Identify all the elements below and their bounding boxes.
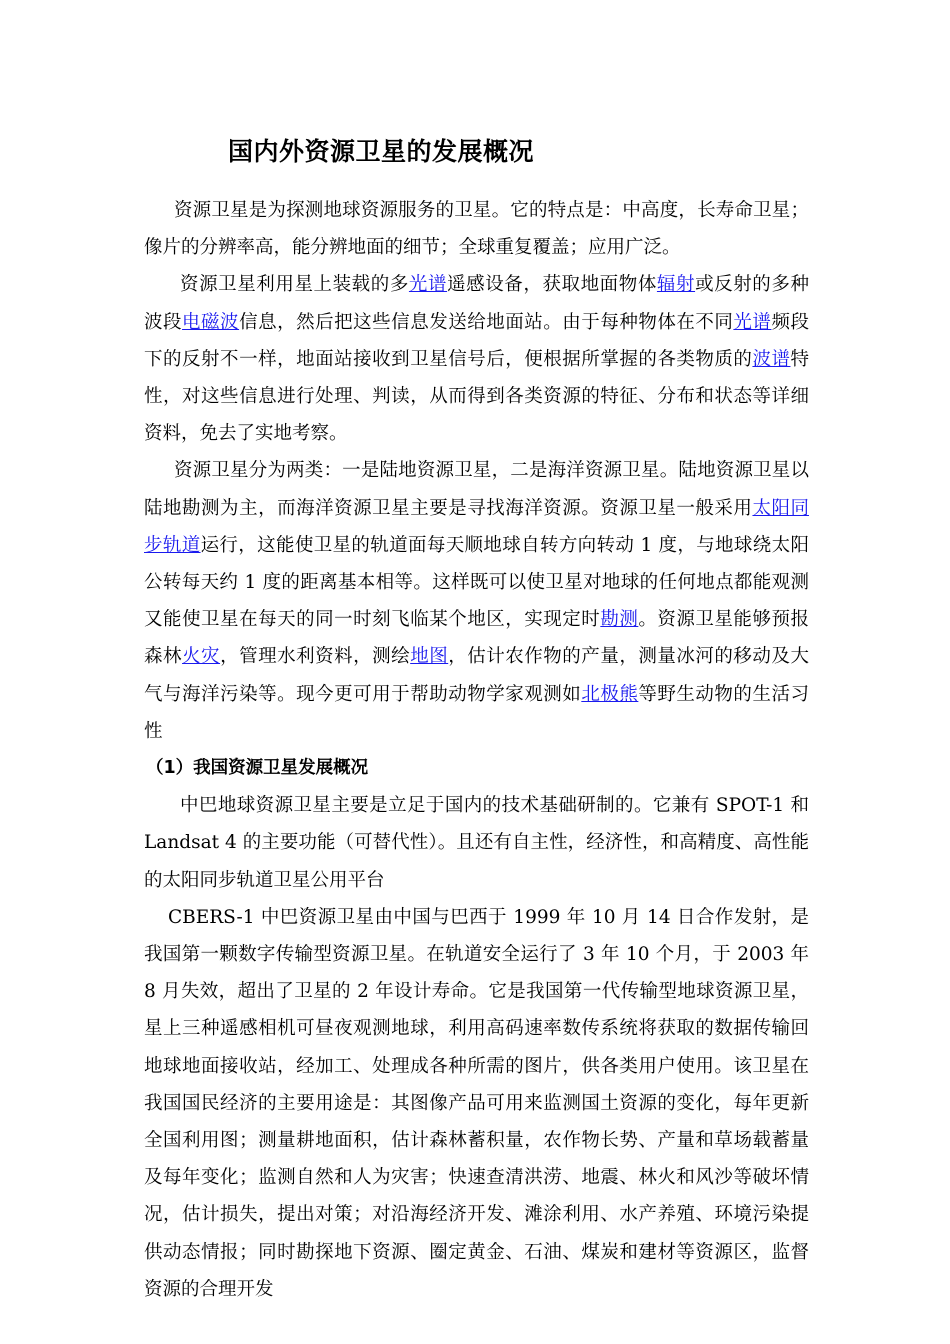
text-run: ，估计农作物的产量，测量冰河的移动及大气与海洋污染等。现今更可用于帮助动物学家观测如 [144, 646, 809, 705]
section-heading: （1）我国资源卫星发展概况 [146, 758, 369, 779]
text-run: 资源卫星利用星上装载的多 [180, 274, 409, 296]
link-survey[interactable]: 勘测 [600, 609, 639, 631]
paragraph-types [144, 452, 809, 750]
link-radiation[interactable]: 辐射 [656, 274, 696, 296]
paragraph-cbers-1: CBERS-1 中巴资源卫星由中国与巴西于 1999 年 10 月 14 日合作发射，是我国第一颗数字传输型资源卫星。在轨道安全运行了 3 年 10 个月，于 2003 年 8 月失效，超出了卫星的 2 年设计寿命。它是我国第一代传输型地球资源卫星，星上三种遥感相机可昼夜观测地球，利用高码速率数传系统将获取的数据传输回地球地面接收站，经加工、处理成各种所需的图片，供各类用户使用。该卫星在我国国民经济的主要用途是：其图像产品可用来监测国土资源的变化，每年更新全国利用图；测量耕地面积，估计森林蓄积量，农作物长势、产量和草场载蓄量及每年变化；监测自然和人为灾害；快速查清洪涝、地震、林火和风沙等破坏情况，估计损失，提出对策；对沿海经济开发、滩涂利用、水产养殖、环境污染提供动态情报；同时勘探地下资源、圈定黄金、石油、煤炭和建材等资源区，监督资源的合理开发 [144, 906, 809, 1300]
link-spectrum[interactable]: 光谱 [408, 274, 448, 296]
text-run: 或反射的多种波段 [144, 274, 809, 333]
link-wave-spectrum[interactable]: 波谱 [752, 348, 791, 370]
paragraph-intro: 资源卫星是为探测地球资源服务的卫星。它的特点是：中高度，长寿命卫星；像片的分辨率高，能分辨地面的细节；全球重复覆盖；应用广泛。 [144, 200, 809, 259]
paragraph-cbers-platform: 中巴地球资源卫星主要是立足于国内的技术基础研制的。它兼有 SPOT-1 和 Landsat 4 的主要功能（可替代性）。且还有自主性，经济性，和高精度、高性能的太阳同步轨道卫星公用平台 [144, 795, 809, 891]
text-run: 频段下的反射不一样，地面站接收到卫星信号后，便根据所掌握的各类物质的 [144, 311, 809, 370]
document-body [144, 192, 809, 1308]
text-run: 特性，对这些信息进行处理、判读，从而得到各类资源的特征、分布和状态等详细资料，免去了实地考察。 [144, 348, 809, 445]
text-run: 等野生动物的生活习性 [144, 683, 809, 742]
paragraph-principle [144, 266, 809, 452]
link-electromagnetic-wave[interactable]: 电磁波 [182, 311, 240, 333]
text-run: 资源卫星分为两类：一是陆地资源卫星，二是海洋资源卫星。陆地资源卫星以陆地勘测为主，而海洋资源卫星主要是寻找海洋资源。资源卫星一般采用 [144, 460, 809, 519]
link-sun-synchronous-orbit[interactable]: 太阳同步轨道 [144, 497, 809, 556]
page-title: 国内外资源卫星的发展概况 [228, 137, 535, 166]
text-run: ，管理水利资料，测绘 [220, 646, 411, 668]
link-fire[interactable]: 火灾 [182, 646, 221, 668]
link-spectrum-2[interactable]: 光谱 [733, 311, 772, 333]
text-run: 。资源卫星能够预报森林 [144, 609, 809, 668]
link-map[interactable]: 地图 [410, 646, 449, 668]
text-run: 信息，然后把这些信息发送给地面站。由于每种物体在不同 [239, 311, 734, 333]
text-run: 遥感设备，获取地面物体 [447, 274, 657, 296]
link-polar-bear[interactable]: 北极熊 [581, 683, 639, 705]
text-run: 运行，这能使卫星的轨道面每天顺地球自转方向转动 1 度，与地球绕太阳公转每天约 1 度的距离基本相等。这样既可以使卫星对地球的任何地点都能观测又能使卫星在每天的同一时刻飞临某个地区，实现定时 [144, 534, 809, 631]
